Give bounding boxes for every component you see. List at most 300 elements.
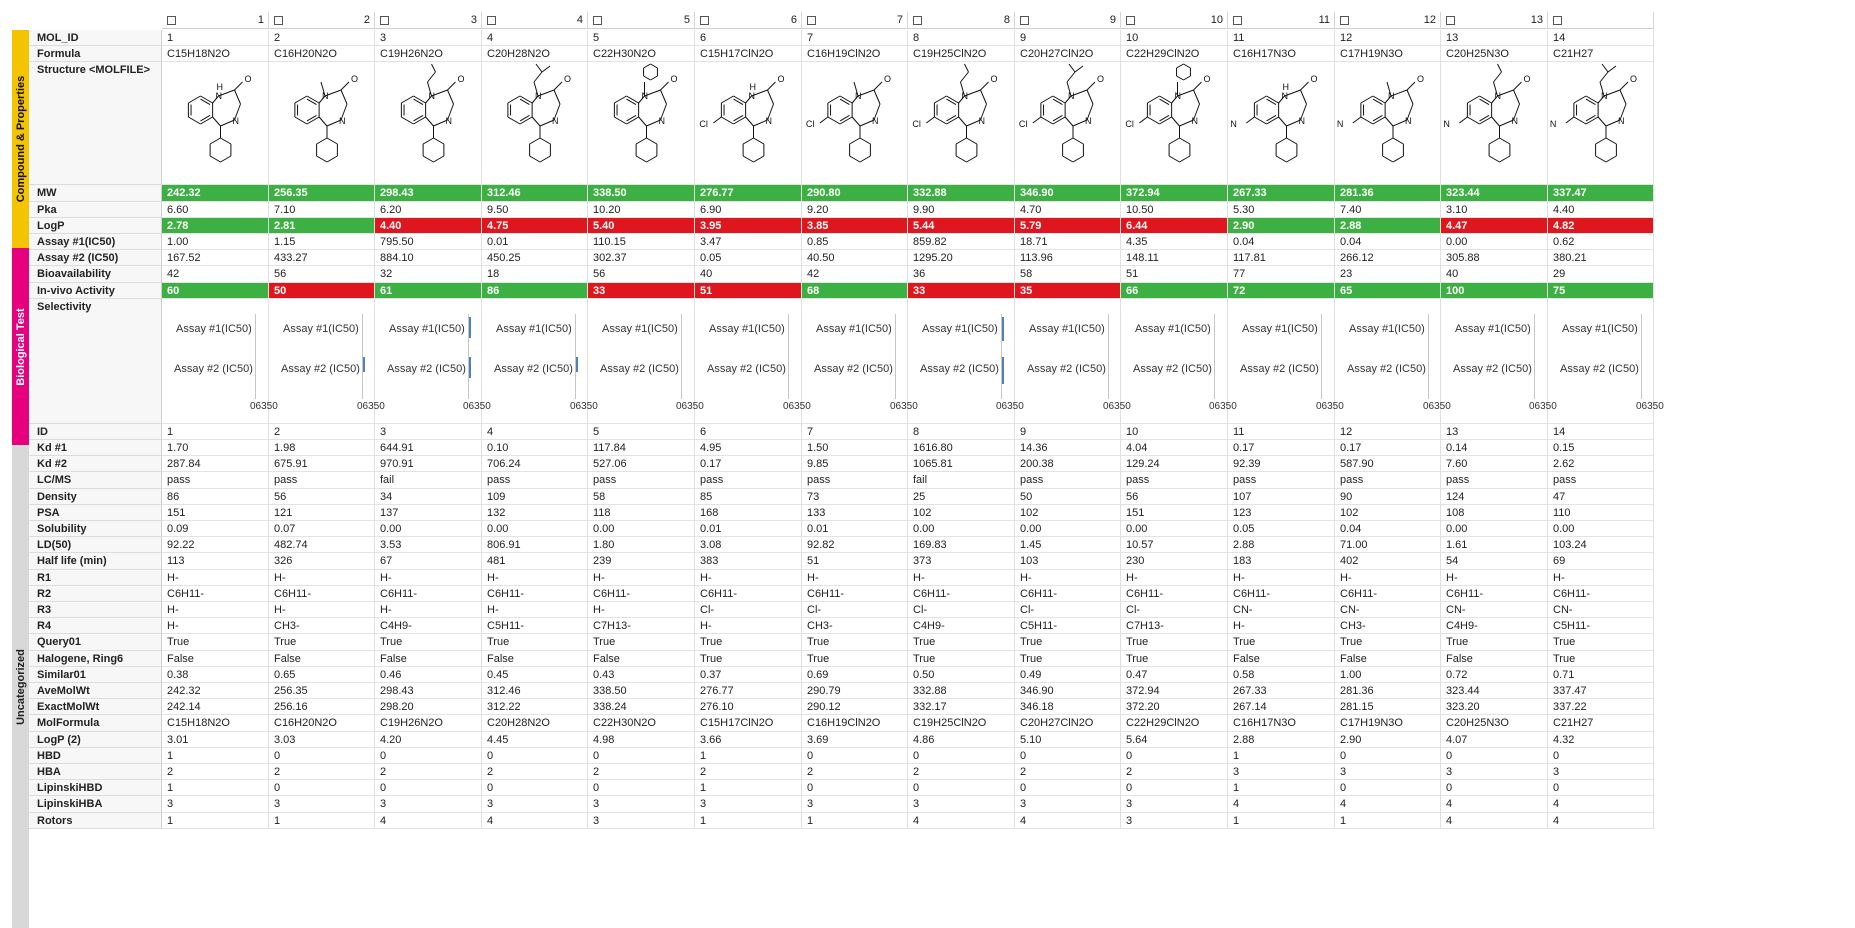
grid-cell[interactable]: 5.44 xyxy=(908,218,1015,234)
grid-cell[interactable]: 3 xyxy=(1335,764,1441,780)
grid-cell[interactable]: 433.27 xyxy=(269,250,375,266)
grid-cell[interactable]: 113.96 xyxy=(1015,250,1121,266)
column-header-1[interactable] xyxy=(162,12,269,29)
grid-cell[interactable]: False xyxy=(588,651,695,667)
grid-cell[interactable]: 2 xyxy=(375,764,482,780)
grid-cell[interactable]: pass xyxy=(1441,472,1548,488)
category-band-2[interactable] xyxy=(12,445,29,928)
structure-cell[interactable] xyxy=(1441,62,1548,185)
grid-cell[interactable]: 10.57 xyxy=(1121,537,1228,553)
grid-cell[interactable]: 0.00 xyxy=(482,521,588,537)
grid-cell[interactable]: 0.46 xyxy=(375,667,482,683)
grid-cell[interactable]: 102 xyxy=(1335,505,1441,521)
grid-cell[interactable]: 110.15 xyxy=(588,234,695,250)
grid-cell[interactable]: 110 xyxy=(1548,505,1654,521)
grid-cell[interactable]: 42 xyxy=(802,266,908,282)
grid-cell[interactable]: 0.15 xyxy=(1548,440,1654,456)
grid-cell[interactable]: 1295.20 xyxy=(908,250,1015,266)
grid-cell[interactable]: 2.88 xyxy=(1228,537,1335,553)
grid-cell[interactable]: H- xyxy=(1228,570,1335,586)
grid-cell[interactable]: 60 xyxy=(162,283,269,299)
grid-cell[interactable]: C20H28N2O xyxy=(482,715,588,731)
grid-cell[interactable]: 0 xyxy=(1015,748,1121,764)
grid-cell[interactable]: 256.35 xyxy=(269,683,375,699)
grid-cell[interactable]: 10 xyxy=(1121,424,1228,440)
grid-cell[interactable]: 0.01 xyxy=(695,521,802,537)
grid-cell[interactable]: 168 xyxy=(695,505,802,521)
grid-cell[interactable]: C5H11- xyxy=(482,618,588,634)
grid-cell[interactable]: 242.32 xyxy=(162,185,269,201)
grid-cell[interactable]: 338.24 xyxy=(588,699,695,715)
grid-cell[interactable]: 706.24 xyxy=(482,456,588,472)
grid-cell[interactable]: 103.24 xyxy=(1548,537,1654,553)
grid-cell[interactable]: 65 xyxy=(1335,283,1441,299)
grid-cell[interactable]: 644.91 xyxy=(375,440,482,456)
grid-cell[interactable]: 281.36 xyxy=(1335,185,1441,201)
grid-cell[interactable]: H- xyxy=(1335,570,1441,586)
grid-cell[interactable]: 267.33 xyxy=(1228,185,1335,201)
column-select-checkbox[interactable] xyxy=(700,16,709,25)
grid-cell[interactable]: 0 xyxy=(1015,780,1121,796)
grid-cell[interactable]: 1 xyxy=(1228,748,1335,764)
grid-cell[interactable]: 169.83 xyxy=(908,537,1015,553)
grid-cell[interactable]: 298.43 xyxy=(375,683,482,699)
grid-cell[interactable]: 1616.80 xyxy=(908,440,1015,456)
grid-cell[interactable]: True xyxy=(375,634,482,650)
grid-cell[interactable]: pass xyxy=(1121,472,1228,488)
grid-cell[interactable]: 5.30 xyxy=(1228,202,1335,218)
grid-cell[interactable]: 58 xyxy=(588,489,695,505)
grid-cell[interactable]: C6H11- xyxy=(482,586,588,602)
grid-cell[interactable]: 4.32 xyxy=(1548,732,1654,748)
grid-cell[interactable]: 0.00 xyxy=(1441,234,1548,250)
grid-cell[interactable]: pass xyxy=(802,472,908,488)
structure-cell[interactable] xyxy=(269,62,375,185)
grid-cell[interactable]: C17H19N3O xyxy=(1335,46,1441,62)
grid-cell[interactable]: 40.50 xyxy=(802,250,908,266)
grid-cell[interactable]: 2 xyxy=(1015,764,1121,780)
grid-cell[interactable]: 7.60 xyxy=(1441,456,1548,472)
grid-cell[interactable]: 0 xyxy=(482,748,588,764)
grid-cell[interactable]: fail xyxy=(375,472,482,488)
grid-cell[interactable]: 3.47 xyxy=(695,234,802,250)
grid-cell[interactable]: C19H25ClN2O xyxy=(908,715,1015,731)
grid-cell[interactable]: 3 xyxy=(1121,796,1228,812)
grid-cell[interactable]: H- xyxy=(588,602,695,618)
column-header-2[interactable] xyxy=(269,12,375,29)
grid-cell[interactable]: 1.45 xyxy=(1015,537,1121,553)
grid-cell[interactable]: 3 xyxy=(1121,813,1228,829)
grid-cell[interactable]: 338.50 xyxy=(588,683,695,699)
grid-cell[interactable]: C6H11- xyxy=(1335,586,1441,602)
grid-cell[interactable]: 302.37 xyxy=(588,250,695,266)
grid-cell[interactable]: H- xyxy=(375,570,482,586)
grid-cell[interactable]: 33 xyxy=(908,283,1015,299)
grid-cell[interactable]: 4 xyxy=(482,424,588,440)
grid-cell[interactable]: 4.35 xyxy=(1121,234,1228,250)
grid-cell[interactable]: True xyxy=(588,634,695,650)
grid-cell[interactable]: C16H20N2O xyxy=(269,715,375,731)
grid-cell[interactable]: 18 xyxy=(482,266,588,282)
grid-cell[interactable]: H- xyxy=(695,618,802,634)
grid-cell[interactable]: 35 xyxy=(1015,283,1121,299)
grid-cell[interactable]: 4.98 xyxy=(588,732,695,748)
grid-cell[interactable]: 72 xyxy=(1228,283,1335,299)
grid-cell[interactable]: 337.47 xyxy=(1548,185,1654,201)
grid-cell[interactable]: 3 xyxy=(375,30,482,46)
structure-cell[interactable] xyxy=(1121,62,1228,185)
grid-cell[interactable]: 2 xyxy=(269,30,375,46)
grid-cell[interactable]: 298.43 xyxy=(375,185,482,201)
grid-cell[interactable]: H- xyxy=(1015,570,1121,586)
grid-cell[interactable]: 312.46 xyxy=(482,185,588,201)
grid-cell[interactable]: C20H25N3O xyxy=(1441,46,1548,62)
grid-cell[interactable]: Cl- xyxy=(1015,602,1121,618)
grid-cell[interactable]: 3.69 xyxy=(802,732,908,748)
grid-cell[interactable]: 4.47 xyxy=(1441,218,1548,234)
grid-cell[interactable]: 56 xyxy=(588,266,695,282)
grid-cell[interactable]: 450.25 xyxy=(482,250,588,266)
selectivity-chart-cell[interactable] xyxy=(588,299,704,424)
grid-cell[interactable]: C6H11- xyxy=(908,586,1015,602)
grid-cell[interactable]: CH3- xyxy=(1335,618,1441,634)
grid-cell[interactable]: 1065.81 xyxy=(908,456,1015,472)
grid-cell[interactable]: H- xyxy=(908,570,1015,586)
grid-cell[interactable]: 239 xyxy=(588,553,695,569)
grid-cell[interactable]: 4.95 xyxy=(695,440,802,456)
structure-cell[interactable] xyxy=(802,62,908,185)
structure-cell[interactable] xyxy=(1335,62,1441,185)
column-header-14[interactable] xyxy=(1548,12,1654,29)
grid-cell[interactable]: 8 xyxy=(908,424,1015,440)
grid-cell[interactable]: 1 xyxy=(1335,813,1441,829)
structure-cell[interactable] xyxy=(162,62,269,185)
grid-cell[interactable]: 7.40 xyxy=(1335,202,1441,218)
grid-cell[interactable]: 2 xyxy=(269,764,375,780)
grid-cell[interactable]: C15H17ClN2O xyxy=(695,46,802,62)
grid-cell[interactable]: C21H27 xyxy=(1548,46,1654,62)
column-select-checkbox[interactable] xyxy=(593,16,602,25)
grid-cell[interactable]: 3.01 xyxy=(162,732,269,748)
grid-cell[interactable]: True xyxy=(695,634,802,650)
grid-cell[interactable]: 0.17 xyxy=(1335,440,1441,456)
grid-cell[interactable]: 4.20 xyxy=(375,732,482,748)
grid-cell[interactable]: 0 xyxy=(269,748,375,764)
grid-cell[interactable]: 2.90 xyxy=(1228,218,1335,234)
grid-cell[interactable]: 332.88 xyxy=(908,683,1015,699)
grid-cell[interactable]: 23 xyxy=(1335,266,1441,282)
grid-cell[interactable]: C22H30N2O xyxy=(588,46,695,62)
grid-cell[interactable]: True xyxy=(1121,651,1228,667)
grid-cell[interactable]: 0 xyxy=(482,780,588,796)
grid-cell[interactable]: 9.50 xyxy=(482,202,588,218)
grid-cell[interactable]: 92.39 xyxy=(1228,456,1335,472)
grid-cell[interactable]: 4 xyxy=(1228,796,1335,812)
grid-cell[interactable]: 73 xyxy=(802,489,908,505)
grid-cell[interactable]: CH3- xyxy=(269,618,375,634)
grid-cell[interactable]: 8 xyxy=(908,30,1015,46)
grid-cell[interactable]: 0 xyxy=(269,780,375,796)
grid-cell[interactable]: 51 xyxy=(802,553,908,569)
grid-cell[interactable]: 346.18 xyxy=(1015,699,1121,715)
grid-cell[interactable]: 332.17 xyxy=(908,699,1015,715)
grid-cell[interactable]: C6H11- xyxy=(1548,586,1654,602)
grid-cell[interactable]: 92.22 xyxy=(162,537,269,553)
grid-cell[interactable]: 71.00 xyxy=(1335,537,1441,553)
grid-cell[interactable]: 151 xyxy=(1121,505,1228,521)
grid-cell[interactable]: 3 xyxy=(269,796,375,812)
grid-cell[interactable]: True xyxy=(1015,651,1121,667)
grid-cell[interactable]: 61 xyxy=(375,283,482,299)
grid-cell[interactable]: 0.69 xyxy=(802,667,908,683)
grid-cell[interactable]: H- xyxy=(269,570,375,586)
column-header-11[interactable] xyxy=(1228,12,1335,29)
grid-cell[interactable]: 40 xyxy=(1441,266,1548,282)
grid-cell[interactable]: 3.03 xyxy=(269,732,375,748)
grid-cell[interactable]: 124 xyxy=(1441,489,1548,505)
grid-cell[interactable]: 137 xyxy=(375,505,482,521)
column-header-6[interactable] xyxy=(695,12,802,29)
grid-cell[interactable]: 4.40 xyxy=(1548,202,1654,218)
grid-cell[interactable]: C20H28N2O xyxy=(482,46,588,62)
grid-cell[interactable]: 56 xyxy=(269,489,375,505)
grid-cell[interactable]: 129.24 xyxy=(1121,456,1228,472)
grid-cell[interactable]: 51 xyxy=(1121,266,1228,282)
grid-cell[interactable]: 1.98 xyxy=(269,440,375,456)
grid-cell[interactable]: H- xyxy=(1121,570,1228,586)
grid-cell[interactable]: False xyxy=(375,651,482,667)
grid-cell[interactable]: 4.82 xyxy=(1548,218,1654,234)
selectivity-chart-cell[interactable] xyxy=(482,299,598,424)
grid-cell[interactable]: 0.65 xyxy=(269,667,375,683)
grid-cell[interactable]: True xyxy=(1441,634,1548,650)
grid-cell[interactable]: 133 xyxy=(802,505,908,521)
grid-cell[interactable]: 3 xyxy=(1441,764,1548,780)
grid-cell[interactable]: 0.71 xyxy=(1548,667,1654,683)
grid-cell[interactable]: C4H9- xyxy=(1441,618,1548,634)
grid-cell[interactable]: C6H11- xyxy=(802,586,908,602)
grid-cell[interactable]: 2 xyxy=(908,764,1015,780)
grid-cell[interactable]: 256.16 xyxy=(269,699,375,715)
grid-cell[interactable]: 54 xyxy=(1441,553,1548,569)
grid-cell[interactable]: C6H11- xyxy=(1228,586,1335,602)
grid-cell[interactable]: 0.49 xyxy=(1015,667,1121,683)
grid-cell[interactable]: 298.20 xyxy=(375,699,482,715)
grid-cell[interactable]: C22H30N2O xyxy=(588,715,695,731)
grid-cell[interactable]: 0.38 xyxy=(162,667,269,683)
grid-cell[interactable]: 10 xyxy=(1121,30,1228,46)
column-header-3[interactable] xyxy=(375,12,482,29)
grid-cell[interactable]: C6H11- xyxy=(695,586,802,602)
grid-cell[interactable]: 1.61 xyxy=(1441,537,1548,553)
grid-cell[interactable]: pass xyxy=(1015,472,1121,488)
grid-cell[interactable]: 1.15 xyxy=(269,234,375,250)
grid-cell[interactable]: 34 xyxy=(375,489,482,505)
grid-cell[interactable]: 0.43 xyxy=(588,667,695,683)
grid-cell[interactable]: 10.50 xyxy=(1121,202,1228,218)
grid-cell[interactable]: C22H29ClN2O xyxy=(1121,46,1228,62)
selectivity-chart-cell[interactable] xyxy=(269,299,385,424)
grid-cell[interactable]: 4 xyxy=(1441,813,1548,829)
grid-cell[interactable]: 4.45 xyxy=(482,732,588,748)
grid-cell[interactable]: Cl- xyxy=(802,602,908,618)
grid-cell[interactable]: 7 xyxy=(802,424,908,440)
grid-cell[interactable]: 10.20 xyxy=(588,202,695,218)
grid-cell[interactable]: H- xyxy=(802,570,908,586)
grid-cell[interactable]: 0 xyxy=(1121,748,1228,764)
grid-cell[interactable]: 13 xyxy=(1441,424,1548,440)
grid-cell[interactable]: 3 xyxy=(482,796,588,812)
grid-cell[interactable]: 4.04 xyxy=(1121,440,1228,456)
grid-cell[interactable]: False xyxy=(162,651,269,667)
grid-cell[interactable]: H- xyxy=(482,570,588,586)
grid-cell[interactable]: False xyxy=(1228,651,1335,667)
grid-cell[interactable]: 3 xyxy=(588,796,695,812)
grid-cell[interactable]: H- xyxy=(269,602,375,618)
grid-cell[interactable]: Cl- xyxy=(1121,602,1228,618)
grid-cell[interactable]: 0.09 xyxy=(162,521,269,537)
grid-cell[interactable]: C15H17ClN2O xyxy=(695,715,802,731)
column-select-checkbox[interactable] xyxy=(1446,16,1455,25)
grid-cell[interactable]: 123 xyxy=(1228,505,1335,521)
grid-cell[interactable]: 267.14 xyxy=(1228,699,1335,715)
grid-cell[interactable]: 9.85 xyxy=(802,456,908,472)
grid-cell[interactable]: 29 xyxy=(1548,266,1654,282)
grid-cell[interactable]: 68 xyxy=(802,283,908,299)
grid-cell[interactable]: 25 xyxy=(908,489,1015,505)
grid-cell[interactable]: False xyxy=(1335,651,1441,667)
selectivity-chart-cell[interactable] xyxy=(802,299,918,424)
selectivity-chart-cell[interactable] xyxy=(1121,299,1237,424)
grid-cell[interactable]: C4H9- xyxy=(375,618,482,634)
grid-cell[interactable]: 0 xyxy=(375,780,482,796)
grid-cell[interactable]: Cl- xyxy=(908,602,1015,618)
grid-cell[interactable]: 66 xyxy=(1121,283,1228,299)
grid-cell[interactable]: True xyxy=(908,634,1015,650)
grid-cell[interactable]: 230 xyxy=(1121,553,1228,569)
grid-cell[interactable]: 108 xyxy=(1441,505,1548,521)
grid-cell[interactable]: C6H11- xyxy=(1015,586,1121,602)
grid-cell[interactable]: C5H11- xyxy=(1015,618,1121,634)
grid-cell[interactable]: C16H19ClN2O xyxy=(802,46,908,62)
grid-cell[interactable]: C6H11- xyxy=(269,586,375,602)
grid-cell[interactable]: 3 xyxy=(802,796,908,812)
grid-cell[interactable]: C5H11- xyxy=(1548,618,1654,634)
grid-cell[interactable]: 33 xyxy=(588,283,695,299)
grid-cell[interactable]: 256.35 xyxy=(269,185,375,201)
selectivity-chart-cell[interactable] xyxy=(162,299,278,424)
grid-cell[interactable]: C6H11- xyxy=(375,586,482,602)
grid-cell[interactable]: 402 xyxy=(1335,553,1441,569)
grid-cell[interactable]: 0.05 xyxy=(1228,521,1335,537)
column-select-checkbox[interactable] xyxy=(913,16,922,25)
grid-cell[interactable]: 1 xyxy=(162,748,269,764)
grid-cell[interactable]: 117.84 xyxy=(588,440,695,456)
grid-cell[interactable]: 4 xyxy=(1548,813,1654,829)
grid-cell[interactable]: 1 xyxy=(269,813,375,829)
grid-cell[interactable]: 482.74 xyxy=(269,537,375,553)
grid-cell[interactable]: 47 xyxy=(1548,489,1654,505)
grid-cell[interactable]: C19H25ClN2O xyxy=(908,46,1015,62)
grid-cell[interactable]: 2 xyxy=(162,764,269,780)
grid-cell[interactable]: 18.71 xyxy=(1015,234,1121,250)
grid-cell[interactable]: 200.38 xyxy=(1015,456,1121,472)
grid-cell[interactable]: 970.91 xyxy=(375,456,482,472)
grid-cell[interactable]: 346.90 xyxy=(1015,185,1121,201)
grid-cell[interactable]: 4 xyxy=(908,813,1015,829)
grid-cell[interactable]: 1.80 xyxy=(588,537,695,553)
grid-cell[interactable]: H- xyxy=(162,570,269,586)
grid-cell[interactable]: 242.32 xyxy=(162,683,269,699)
grid-cell[interactable]: CN- xyxy=(1441,602,1548,618)
grid-cell[interactable]: H- xyxy=(482,602,588,618)
grid-cell[interactable]: 3 xyxy=(588,813,695,829)
grid-cell[interactable]: 372.94 xyxy=(1121,185,1228,201)
grid-cell[interactable]: True xyxy=(802,651,908,667)
grid-cell[interactable]: 3 xyxy=(1548,764,1654,780)
grid-cell[interactable]: pass xyxy=(162,472,269,488)
grid-cell[interactable]: 0.14 xyxy=(1441,440,1548,456)
grid-cell[interactable]: 0 xyxy=(1121,780,1228,796)
grid-cell[interactable]: 3 xyxy=(695,796,802,812)
grid-cell[interactable]: 795.50 xyxy=(375,234,482,250)
grid-cell[interactable]: 3 xyxy=(1228,764,1335,780)
grid-cell[interactable]: 7.10 xyxy=(269,202,375,218)
grid-cell[interactable]: 56 xyxy=(1121,489,1228,505)
grid-cell[interactable]: 0.01 xyxy=(482,234,588,250)
grid-cell[interactable]: H- xyxy=(1228,618,1335,634)
grid-cell[interactable]: 0.37 xyxy=(695,667,802,683)
grid-cell[interactable]: 0.07 xyxy=(269,521,375,537)
grid-cell[interactable]: True xyxy=(269,634,375,650)
grid-cell[interactable]: 281.15 xyxy=(1335,699,1441,715)
grid-cell[interactable]: True xyxy=(802,634,908,650)
grid-cell[interactable]: H- xyxy=(162,602,269,618)
grid-cell[interactable]: 75 xyxy=(1548,283,1654,299)
structure-cell[interactable] xyxy=(1228,62,1335,185)
grid-cell[interactable]: 675.91 xyxy=(269,456,375,472)
grid-cell[interactable]: 0.04 xyxy=(1228,234,1335,250)
grid-cell[interactable]: 0 xyxy=(802,780,908,796)
grid-cell[interactable]: 167.52 xyxy=(162,250,269,266)
grid-cell[interactable]: 5 xyxy=(588,30,695,46)
column-header-13[interactable] xyxy=(1441,12,1548,29)
grid-cell[interactable]: 67 xyxy=(375,553,482,569)
grid-cell[interactable]: 0.00 xyxy=(375,521,482,537)
grid-cell[interactable]: False xyxy=(269,651,375,667)
grid-cell[interactable]: 9.90 xyxy=(908,202,1015,218)
grid-cell[interactable]: 86 xyxy=(162,489,269,505)
grid-cell[interactable]: 183 xyxy=(1228,553,1335,569)
grid-cell[interactable]: 121 xyxy=(269,505,375,521)
grid-cell[interactable]: 290.80 xyxy=(802,185,908,201)
column-select-checkbox[interactable] xyxy=(167,16,176,25)
grid-cell[interactable]: True xyxy=(1548,651,1654,667)
grid-cell[interactable]: H- xyxy=(375,602,482,618)
grid-cell[interactable]: 117.81 xyxy=(1228,250,1335,266)
grid-cell[interactable]: 0 xyxy=(908,748,1015,764)
grid-cell[interactable]: pass xyxy=(482,472,588,488)
grid-cell[interactable]: 0 xyxy=(802,748,908,764)
grid-cell[interactable]: 1.00 xyxy=(162,234,269,250)
grid-cell[interactable]: 3.85 xyxy=(802,218,908,234)
grid-cell[interactable]: 267.33 xyxy=(1228,683,1335,699)
grid-cell[interactable]: 5 xyxy=(588,424,695,440)
grid-cell[interactable]: 1 xyxy=(162,424,269,440)
grid-cell[interactable]: C20H27ClN2O xyxy=(1015,46,1121,62)
column-header-8[interactable] xyxy=(908,12,1015,29)
grid-cell[interactable]: 5.79 xyxy=(1015,218,1121,234)
